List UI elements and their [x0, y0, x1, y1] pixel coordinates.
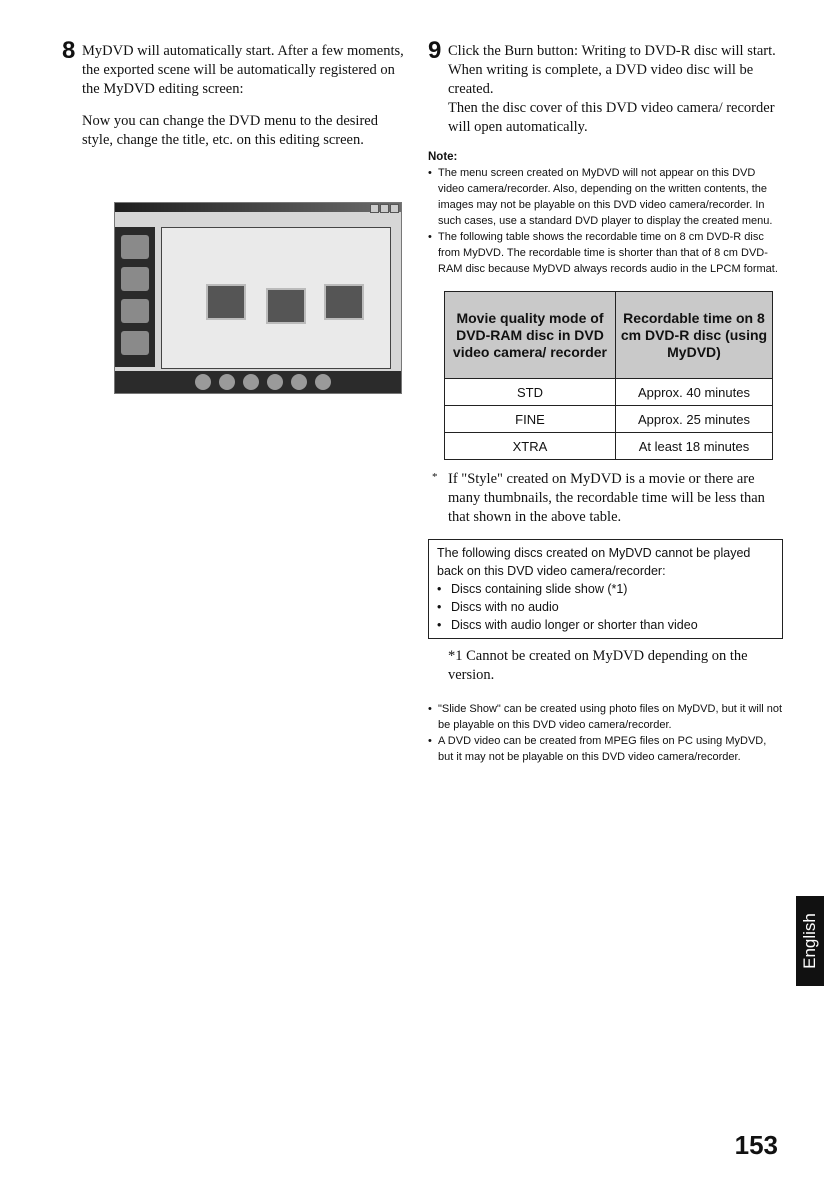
- left-column: [62, 37, 407, 163]
- page-number: 153: [734, 1130, 778, 1160]
- step-8: [62, 37, 407, 150]
- note-item: • A DVD video can be created from MPEG files on PC using MyDVD, but it may not be playable on this DVD video camera/recorder.: [428, 733, 783, 765]
- sidebar-icon: [121, 235, 149, 259]
- table-footnote: [428, 470, 783, 527]
- language-tab: [796, 896, 824, 986]
- table-row: [445, 433, 773, 460]
- menu-thumbnail: [206, 284, 246, 320]
- sidebar-icon: [121, 267, 149, 291]
- toolbar-icon: [219, 374, 235, 390]
- table-cell-time: Approx. 25 minutes: [615, 406, 772, 433]
- toolbar-icon: [315, 374, 331, 390]
- table-cell-time: At least 18 minutes: [615, 433, 772, 460]
- step-text: Click the Burn button: Writing to DVD-R disc will start. When writing is complete, a DVD video disc will be created.: [448, 43, 776, 97]
- footnote-text: If "Style" created on MyDVD is a movie or there are many thumbnails, the recordable time will be less than that shown in the above table.: [448, 471, 765, 525]
- sidebar-icon: [121, 299, 149, 323]
- table-cell-mode: FINE: [445, 406, 616, 433]
- recordable-time-table: [444, 291, 773, 460]
- table-row: [445, 406, 773, 433]
- step-number: 9: [428, 37, 442, 64]
- language-tab-label: English: [800, 913, 820, 969]
- step-9: [428, 37, 783, 137]
- menu-thumbnail: [324, 284, 364, 320]
- toolbar-icon: [267, 374, 283, 390]
- toolbar-icon: [243, 374, 259, 390]
- table-cell-mode: XTRA: [445, 433, 616, 460]
- mydvd-screenshot: [114, 202, 402, 394]
- warning-list: [437, 580, 774, 634]
- footnote-1: *1 Cannot be created on MyDVD depending on the version.: [448, 648, 748, 683]
- maximize-icon: [380, 204, 389, 213]
- menu-thumbnail: [266, 288, 306, 324]
- warning-item: • Discs containing slide show (*1): [437, 580, 774, 598]
- note-item: • The menu screen created on MyDVD will not appear on this DVD video camera/recorder. Also, depending on the written contents, the images may not be playable on this DVD video camera/recorder. In such cases, use a standard DVD player to display the created menu.: [428, 165, 783, 229]
- close-icon: [390, 204, 399, 213]
- editor-toolbar: [115, 371, 401, 393]
- table-cell-mode: STD: [445, 379, 616, 406]
- step-text: Now you can change the DVD menu to the desired style, change the title, etc. on this editing screen.: [82, 113, 378, 148]
- note-item: • "Slide Show" can be created using photo files on MyDVD, but it will not be playable on this DVD video camera/recorder.: [428, 701, 783, 733]
- table-cell-time: Approx. 40 minutes: [615, 379, 772, 406]
- window-titlebar: [115, 203, 401, 212]
- note-list: [428, 165, 783, 277]
- table-header-row: [445, 292, 773, 379]
- note-heading: Note:: [428, 151, 458, 163]
- table-header-mode: Movie quality mode of DVD-RAM disc in DVD video camera/ recorder: [445, 292, 616, 379]
- bottom-notes: [428, 701, 783, 765]
- warning-intro: The following discs created on MyDVD cannot be played back on this DVD video camera/recorder:: [437, 546, 751, 578]
- note-item: • The following table shows the recordable time on 8 cm DVD-R disc from MyDVD. The recordable time is shorter than that of 8 cm DVD-RAM disc because MyDVD always records audio in the LPCM format.: [428, 229, 783, 277]
- menu-preview: [161, 227, 391, 369]
- table-header-time: Recordable time on 8 cm DVD-R disc (using MyDVD): [615, 292, 772, 379]
- toolbar-icon: [291, 374, 307, 390]
- right-column: [428, 37, 783, 765]
- step-text: Then the disc cover of this DVD video camera/ recorder will open automatically.: [448, 100, 775, 135]
- step-text: MyDVD will automatically start. After a few moments, the exported scene will be automatically registered on the MyDVD editing screen:: [82, 43, 404, 97]
- playback-warning-box: [428, 539, 783, 639]
- toolbar-icon: [195, 374, 211, 390]
- minimize-icon: [370, 204, 379, 213]
- table-row: [445, 379, 773, 406]
- warning-item: • Discs with no audio: [437, 598, 774, 616]
- step-number: 8: [62, 37, 76, 64]
- editor-sidebar: [115, 227, 155, 367]
- warning-item: • Discs with audio longer or shorter than video: [437, 616, 774, 634]
- sidebar-icon: [121, 331, 149, 355]
- footnote-mark: *: [432, 471, 438, 483]
